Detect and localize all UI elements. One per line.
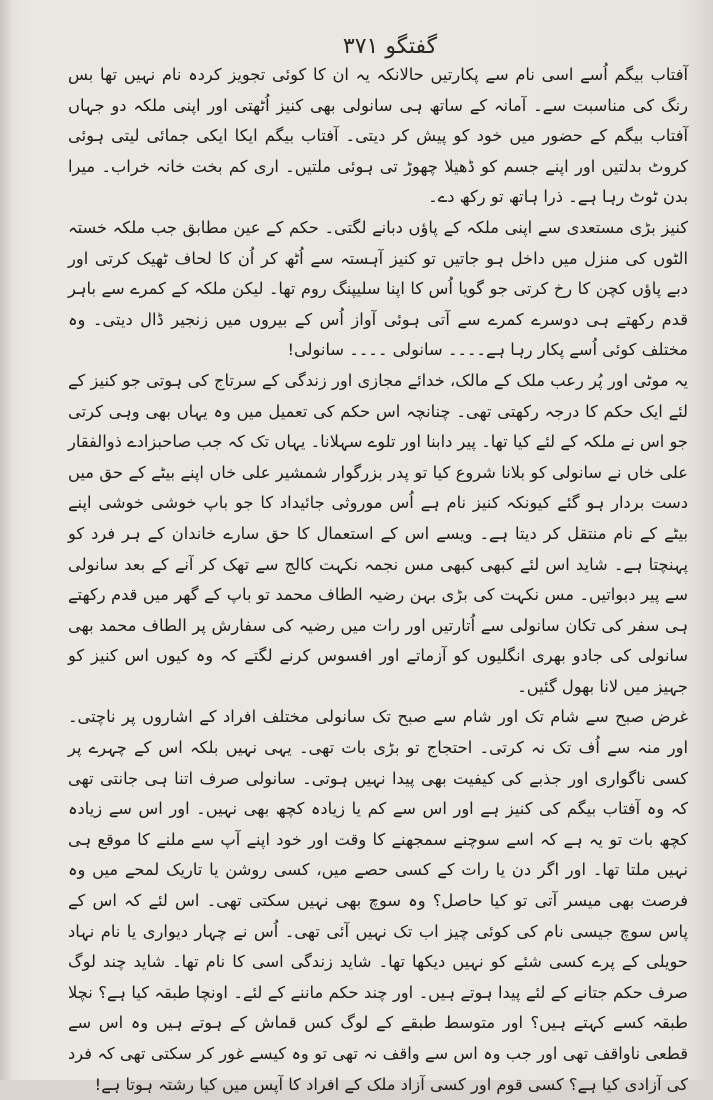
paragraph: آفتاب بیگم اُسے اسی نام سے پکارتیں حالانکہ یہ ان کا کوئی تجویز کردہ نام نہیں تھا بس رنگ کی مناسبت سے۔ آمانہ کے ساتھ ہی سانولی بھی کنیز اُٹھتی اور اپنی ملکہ دو جہاں آفتاب بیگم کے حضور میں خود کو پیش کر دیتی۔ آفتاب بیگم ایکا ایکی جمائی لیتی ہوئی کروٹ بدلتیں اور اپنے جسم کو ڈھیلا چھوڑ تی ہوئی ملتیں۔ اری کم بخت خانہ خراب۔ میرا بدن ٹوٹ رہا ہے۔ ذرا ہاتھ تو رکھ دے۔ [68,65,688,207]
paragraph: کنیز بڑی مستعدی سے اپنی ملکہ کے پاؤں دبانے لگتی۔ حکم کے عین مطابق جب ملکہ خستہ الٹوں کی منزل میں داخل ہو جاتیں تو کنیز آہستہ سے اُٹھ کر اُن کا لحاف ٹھیک کرتی اور دبے پاؤں کچن کا رخ کرتی جو گویا اُس کا اپنا سلیپنگ روم تھا۔ لیکن ملکہ کے کمرے سے باہر قدم رکھتے ہی دوسرے کمرے سے آتی ہوئی آواز اُس کے بیروں میں زنجیر ڈال دیتی۔ وہ مختلف کوئی اُسے پکار رہا ہے۔۔۔۔ سانولی ۔۔۔۔ سانولی! [68,217,688,360]
paragraph: غرض صبح سے شام تک اور شام سے صبح تک سانولی مختلف افراد کے اشاروں پر ناچتی۔ اور منہ سے اُف تک نہ کرتی۔ احتجاج تو بڑی بات تھی۔ یہی نہیں بلکہ اس کے چہرے پر کسی ناگواری اور جذبے کی کیفیت بھی پیدا نہیں ہوتی۔ سانولی صرف اتنا ہی جانتی تھی کہ وہ آفتاب بیگم کی کنیز ہے اور اس سے کم یا زیادہ کچھ بھی نہیں۔ اور اس سے زیادہ کچھ بات تو یہ ہے کہ اسے سوچنے سمجھنے کا وقت اور خود اپنے آپ سے ملنے کا موقع ہی نہیں ملتا تھا۔ اور اگر دن یا رات کے کسی حصے میں، کسی روشن یا تاریک لمحے میں وہ فرصت بھی میسر آتی تو کیا حاصل؟ وہ سوچ بھی نہیں سکتی تھی۔ اس لئے کہ اس کے پاس سوچ جیسی نام کی کوئی چیز اب تک نہیں آئی تھی۔ اُس نے چہار دیواری یا نام نہاد حویلی کے پرے کسی شئے کو نہیں دیکھا تھا۔ شاید زندگی اسی کا نام تھا۔ شاید چند لوگ صرف حکم جتانے کے لئے پیدا ہوتے ہیں۔ اور چند حکم ماننے کے لئے۔ اونچا طبقہ کیا ہے؟ نچلا طبقہ کسے کہتے ہیں؟ اور متوسط طبقے کے لوگ کس قماش کے ہوتے ہیں وہ اس سے قطعی ناواقف تھی اور جب وہ اس سے واقف نہ تھی تو وہ کیسے غور کر سکتی تھی کہ فرد کی آزادی کیا ہے؟ کسی قوم اور کسی آزاد ملک کے افراد کا آپس میں کیا رشتہ ہوتا ہے! [68,707,688,1094]
page-header: گفتگو ۳۷۱ [342,34,438,59]
body-text [68,60,688,1094]
paragraph: یہ موٹی اور پُر رعب ملک کے مالک، خدائے مجازی اور زندگی کے سرتاج کی ہوتی جو کنیز کے لئے ایک حکم کا درجہ رکھتی تھی۔ چنانچہ اس حکم کی تعمیل میں وہ یہاں بھی وہی کرتی جو اس نے ملکہ کے لئے کیا تھا۔ پیر دابنا اور تلوے سہلانا۔ یہاں تک کہ جب صاحبزادے ذوالفقار علی خاں نے سانولی کو بلانا شروع کیا تو پدر بزرگوار شمشیر علی خاں اپنے بیٹے کے حق میں دست بردار ہو گئے کیونکہ کنیز نام ہے اُس موروثی جائیداد کا جو باپ خوشی خوشی اپنے بیٹے کے نام منتقل کر دیتا ہے۔ ویسے اس کے استعمال کا حق سارے خاندان کے ہر فرد کو پہنچتا ہے۔ شاید اس لئے کبھی کبھی مس نجمہ نکہت کالج سے تھک کر آنے کے بعد سانولی سے پیر دبواتیں۔ مس نکہت کی بڑی بہن رضیہ الطاف محمد تو باپ کے گھر میں قدم رکھتے ہی سفر کی تکان سانولی سے اُتارتیں اور رات میں رضیہ کی سفارش پر الطاف محمد بھی سانولی کی جادو بھری انگلیوں کو آزماتے اور افسوس کرنے لگتے کہ وہ کیوں اس کنیز کو جہیز میں لانا بھول گئیں۔ [68,370,688,696]
